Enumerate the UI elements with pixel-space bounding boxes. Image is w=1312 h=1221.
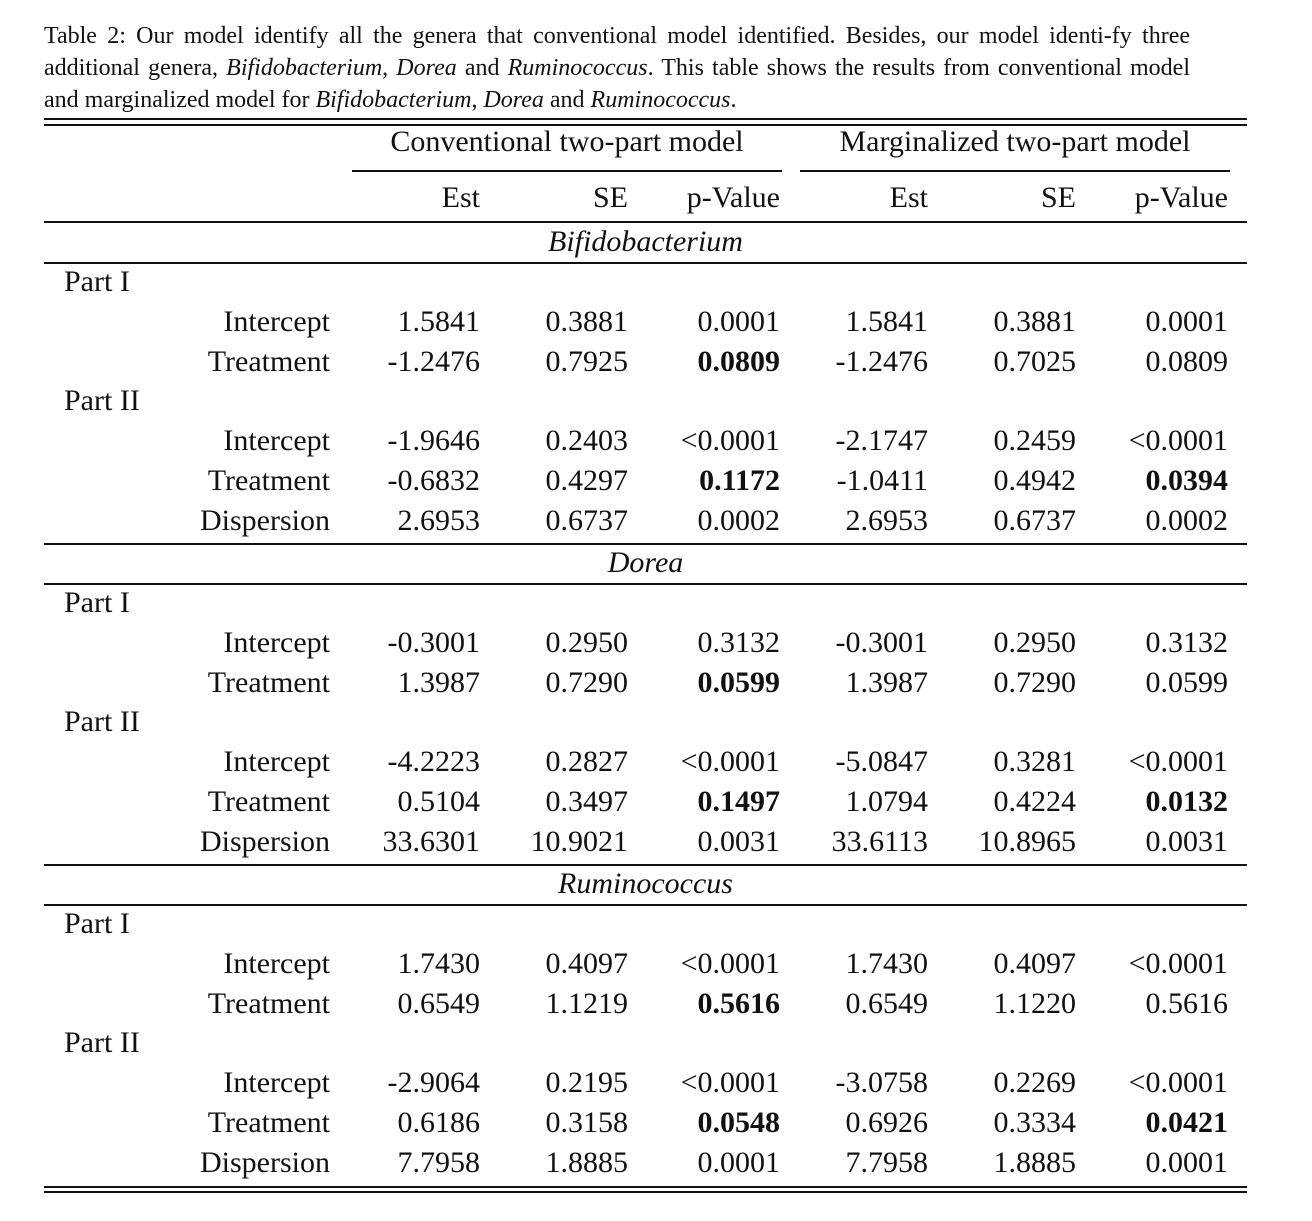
- table-cell: 2.6953: [845, 503, 928, 537]
- group-header-conventional: Conventional two-part model: [390, 125, 744, 158]
- part-label: Part I: [64, 265, 130, 298]
- row-term: Treatment: [207, 464, 330, 497]
- table-cell: 0.7925: [545, 344, 628, 378]
- table-cell: -1.2476: [387, 344, 480, 378]
- table-cell: 7.7958: [845, 1145, 928, 1179]
- group-header-marginalized: Marginalized two-part model: [839, 125, 1191, 158]
- table-cell: -1.0411: [836, 464, 928, 497]
- table-cell: 0.0001: [697, 1145, 780, 1179]
- table-cell: 1.0794: [845, 785, 928, 818]
- table-cell: 0.7025: [993, 344, 1076, 378]
- table-cell: 0.0548: [697, 1106, 780, 1139]
- table-cell: 0.6737: [545, 503, 628, 537]
- part-label: Part II: [64, 384, 140, 418]
- section-title-bifidobacterium: Bifidobacterium: [548, 225, 743, 258]
- table-cell: 0.7290: [545, 665, 628, 699]
- table-cell: 0.0599: [1145, 665, 1228, 699]
- column-header-se-marginalized: SE: [1040, 181, 1076, 214]
- row-term: Intercept: [223, 946, 330, 980]
- table-cell: 0.3281: [993, 745, 1076, 779]
- row-term: Treatment: [207, 1106, 330, 1139]
- table-cell: 0.0031: [1145, 824, 1228, 858]
- table-cell: <0.0001: [680, 946, 780, 980]
- table-cell: <0.0001: [680, 424, 780, 458]
- table-cell: <0.0001: [1128, 1066, 1228, 1100]
- table-cell: 0.1497: [697, 785, 780, 818]
- table-cell: -2.9064: [387, 1066, 480, 1100]
- caption-genus-3: Ruminococcus: [507, 55, 648, 81]
- row-term: Dispersion: [200, 824, 330, 858]
- section-rule: [44, 904, 1247, 906]
- caption-text-2: . This table shows the results from conventional model and marginalized model for: [44, 55, 1190, 113]
- row-term: Treatment: [207, 785, 330, 818]
- table-cell: 0.2459: [993, 424, 1076, 458]
- table-cell: 0.3132: [697, 625, 780, 659]
- table-cell: 0.3497: [545, 785, 628, 818]
- part-label: Part I: [64, 907, 130, 940]
- table-cell: 0.7290: [993, 665, 1076, 699]
- table-cell: 0.0599: [697, 665, 780, 699]
- caption-genus-6: Ruminococcus: [590, 87, 731, 113]
- table-cell: 10.9021: [530, 824, 628, 858]
- table-cell: 0.5616: [1145, 986, 1228, 1020]
- table-cell: 0.3158: [545, 1106, 628, 1139]
- table-cell: -1.9646: [387, 424, 480, 458]
- table-cell: 1.3987: [845, 665, 928, 699]
- caption-text-1: Table 2: Our model identify all the genera that conventional model identified. Besides, our model identi-fy three additional genera,: [44, 23, 1190, 81]
- table-cell: -0.3001: [835, 625, 928, 659]
- table-cell: 0.6186: [397, 1106, 480, 1139]
- table-cell: 0.6549: [397, 986, 480, 1020]
- table-cell: -0.6832: [387, 464, 480, 497]
- caption-sep-1: ,: [382, 55, 397, 81]
- table-cell: -4.2223: [387, 745, 480, 779]
- table-cell: 10.8965: [978, 824, 1076, 858]
- table-cell: 33.6301: [382, 824, 480, 858]
- table-cell: 0.2403: [545, 424, 628, 458]
- table-cell: 0.4297: [545, 464, 628, 497]
- caption-genus-1: Bifidobacterium: [226, 55, 383, 81]
- table-cell: <0.0001: [1128, 946, 1228, 980]
- table-cell: <0.0001: [1128, 424, 1228, 458]
- header-bottom-rule: [44, 221, 1247, 223]
- caption-genus-2: Dorea: [396, 55, 457, 81]
- section-divider-rule: [44, 864, 1247, 866]
- table-cell: 0.0001: [1145, 304, 1228, 338]
- row-term: Treatment: [207, 986, 330, 1020]
- table-cell: 0.2950: [993, 625, 1076, 659]
- table-cell: 0.2950: [545, 625, 628, 659]
- part-label: Part I: [64, 586, 130, 619]
- part-label: Part II: [64, 705, 140, 739]
- table-cell: 0.6926: [845, 1106, 928, 1139]
- table-cell: 1.3987: [397, 665, 480, 699]
- table-cell: <0.0001: [680, 745, 780, 779]
- group-rule-conventional: [352, 170, 782, 172]
- part-label: Part II: [64, 1026, 140, 1060]
- table-cell: <0.0001: [1128, 745, 1228, 779]
- row-term: Intercept: [223, 1066, 330, 1100]
- column-header-est-marginalized: Est: [889, 181, 928, 214]
- table-cell: 0.2195: [545, 1066, 628, 1100]
- table-cell: -3.0758: [835, 1066, 928, 1100]
- table-cell: 0.3334: [993, 1106, 1076, 1139]
- caption-sep-4: and: [543, 87, 591, 113]
- table-cell: 7.7958: [397, 1145, 480, 1179]
- table-cell: -0.3001: [387, 625, 480, 659]
- section-title-ruminococcus: Ruminococcus: [558, 867, 733, 900]
- table-cell: 0.2269: [993, 1066, 1076, 1100]
- caption-sep-2: and: [456, 55, 508, 81]
- table-cell: -1.2476: [835, 344, 928, 378]
- row-term: Treatment: [207, 665, 330, 699]
- table-cell: 0.0132: [1145, 785, 1228, 818]
- table-cell: 0.3881: [993, 304, 1076, 338]
- table-cell: 0.0002: [697, 503, 780, 537]
- table-cell: 0.4097: [545, 946, 628, 980]
- table-cell: 1.5841: [397, 304, 480, 338]
- table-cell: 1.7430: [397, 946, 480, 980]
- row-term: Intercept: [223, 304, 330, 338]
- column-header-pvalue-marginalized: p-Value: [1134, 181, 1228, 214]
- column-header-est-conventional: Est: [441, 181, 480, 214]
- table-cell: 0.0809: [1145, 344, 1228, 378]
- bottom-rule-inner: [44, 1186, 1247, 1188]
- column-header-se-conventional: SE: [592, 181, 628, 214]
- table-cell: 0.4942: [993, 464, 1076, 497]
- caption-text-3: .: [730, 87, 737, 113]
- table-cell: 0.0001: [1145, 1145, 1228, 1179]
- table-cell: <0.0001: [680, 1066, 780, 1100]
- table-cell: -5.0847: [835, 745, 928, 779]
- table-cell: 0.0001: [697, 304, 780, 338]
- row-term: Intercept: [223, 625, 330, 659]
- table-cell: 0.0031: [697, 824, 780, 858]
- caption-genus-4: Bifidobacterium: [315, 87, 472, 113]
- table-cell: 2.6953: [397, 503, 480, 537]
- section-rule: [44, 262, 1247, 264]
- row-term: Dispersion: [200, 1145, 330, 1179]
- table-cell: 1.5841: [845, 304, 928, 338]
- table-cell: -2.1747: [835, 424, 928, 458]
- table-cell: 0.6737: [993, 503, 1076, 537]
- table-caption: [44, 20, 1190, 116]
- table-cell: 0.4097: [993, 946, 1076, 980]
- table-cell: 0.3132: [1145, 625, 1228, 659]
- table-cell: 0.1172: [699, 464, 780, 497]
- row-term: Intercept: [223, 424, 330, 458]
- bottom-rule-outer: [44, 1191, 1247, 1193]
- table-cell: 1.1220: [993, 986, 1076, 1020]
- table-cell: 1.7430: [845, 946, 928, 980]
- table-cell: 0.2827: [545, 745, 628, 779]
- section-rule: [44, 583, 1247, 585]
- top-rule-outer: [44, 118, 1247, 120]
- section-title-dorea: Dorea: [607, 546, 684, 579]
- table-cell: 0.5104: [397, 785, 480, 818]
- row-term: Dispersion: [200, 503, 330, 537]
- table-cell: 0.0809: [697, 344, 780, 378]
- column-header-pvalue-conventional: p-Value: [686, 181, 780, 214]
- section-divider-rule: [44, 543, 1247, 545]
- table-cell: 0.0002: [1145, 503, 1228, 537]
- table-cell: 1.1219: [545, 986, 628, 1020]
- row-term: Intercept: [223, 745, 330, 779]
- group-rule-marginalized: [800, 170, 1230, 172]
- row-term: Treatment: [207, 344, 330, 378]
- table-cell: 0.0394: [1145, 464, 1228, 497]
- table-cell: 0.5616: [697, 986, 780, 1020]
- table-cell: 33.6113: [831, 824, 928, 858]
- table-cell: 1.8885: [545, 1145, 628, 1179]
- table-cell: 0.3881: [545, 304, 628, 338]
- table-cell: 0.0421: [1145, 1106, 1228, 1139]
- table-cell: 0.4224: [993, 785, 1076, 818]
- caption-genus-5: Dorea: [483, 87, 544, 113]
- caption-sep-3: ,: [471, 87, 484, 113]
- table-cell: 0.6549: [845, 986, 928, 1020]
- table-cell: 1.8885: [993, 1145, 1076, 1179]
